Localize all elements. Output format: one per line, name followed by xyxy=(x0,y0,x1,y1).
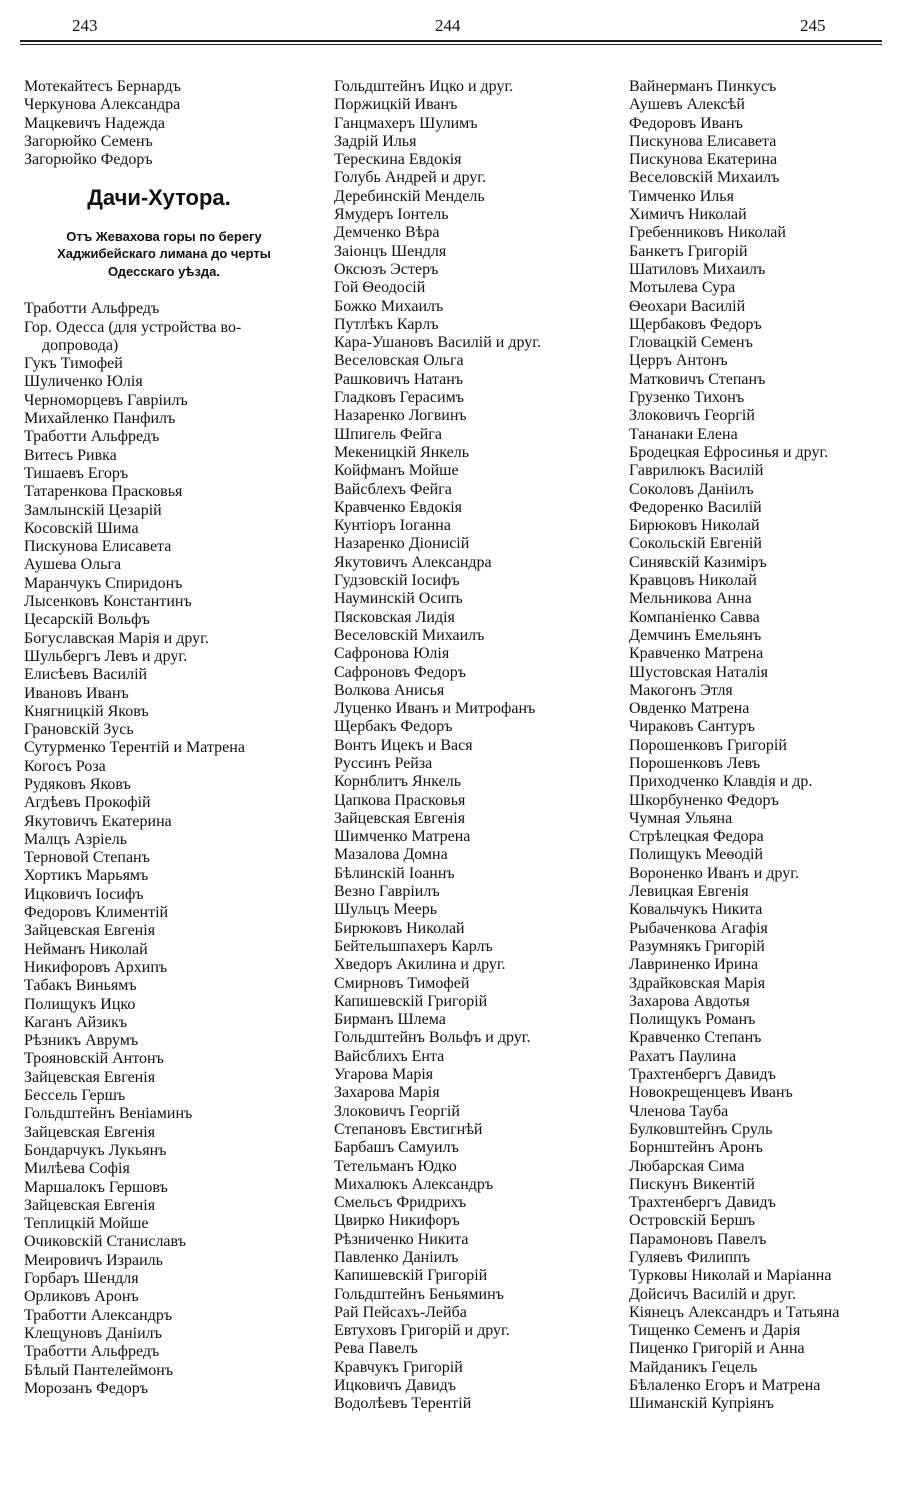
list-entry: Борнштейнъ Аронъ xyxy=(629,1139,763,1157)
list-entry: Везно Гавріилъ xyxy=(334,883,440,901)
list-entry: Загорюйко Семенъ xyxy=(24,132,153,150)
list-entry: Макогонъ Этля xyxy=(629,681,733,699)
list-entry: Бѣлинскій Іоаннъ xyxy=(334,864,455,882)
list-entry: Шкорбуненко Федоръ xyxy=(629,791,779,809)
list-entry: Компаніенко Савва xyxy=(629,608,760,626)
list-entry: Мотылева Сура xyxy=(629,279,736,297)
list-entry: Бирманъ Шлема xyxy=(334,1011,446,1029)
list-entry: Грановскій Зусь xyxy=(24,721,134,739)
list-entry: Кравченко Матрена xyxy=(629,645,764,663)
list-entry: Науминскій Осипъ xyxy=(334,590,463,608)
list-entry: Табакъ Виньямъ xyxy=(24,977,137,995)
list-entry: Тработти Альфредъ xyxy=(24,1343,160,1361)
list-entry: Смирновъ Тимофей xyxy=(334,974,470,992)
list-entry: Никифоровъ Архипъ xyxy=(24,958,168,976)
list-entry: Островскій Бершъ xyxy=(629,1212,756,1230)
list-entry: Путлѣкъ Карлъ xyxy=(334,315,439,333)
list-entry: Пискунова Елисавета xyxy=(629,132,777,150)
list-entry: Пискунъ Викентій xyxy=(629,1175,755,1193)
list-entry: Гаврилюкъ Василій xyxy=(629,462,764,480)
section-subtitle-line: Хаджибейскаго лимана до черты xyxy=(57,246,271,262)
list-entry: Ковальчукъ Никита xyxy=(629,901,763,919)
list-entry: Федоровъ Климентій xyxy=(24,904,169,922)
list-entry: Поржицкій Иванъ xyxy=(334,96,458,114)
list-entry: Трояновскій Антонъ xyxy=(24,1050,164,1068)
list-entry: Ѳеохари Василій xyxy=(629,297,746,315)
list-entry: Хведоръ Акилина и друг. xyxy=(334,956,506,974)
list-entry: Евтуховъ Григорій и друг. xyxy=(334,1322,510,1340)
list-entry: Полищукъ Романъ xyxy=(629,1011,756,1029)
page-number-right: 245 xyxy=(800,16,826,35)
list-entry: Вайсблехъ Фейга xyxy=(334,480,452,498)
list-entry: Бондарчукъ Лукьянъ xyxy=(24,1141,167,1159)
list-entry: Тетельманъ Юдко xyxy=(334,1157,457,1175)
list-entry: Кравцовъ Николай xyxy=(629,572,757,590)
list-entry: Кравченко Степанъ xyxy=(629,1029,762,1047)
list-entry: Богуславская Марія и друг. xyxy=(24,629,209,647)
list-entry: Тработти Альфредъ xyxy=(24,300,160,318)
list-entry: Чумная Ульяна xyxy=(629,809,733,827)
list-entry: Сафроновъ Федоръ xyxy=(334,663,467,681)
list-entry: Божко Михаилъ xyxy=(334,297,444,315)
list-entry: Цвирко Никифоръ xyxy=(334,1212,460,1230)
list-entry: Кіянецъ Александръ и Татьяна xyxy=(629,1303,840,1321)
list-entry: Цесарскій Вольфъ xyxy=(24,611,150,629)
list-entry: Соколовъ Даніилъ xyxy=(629,480,754,498)
list-entry: Вайнерманъ Пинкусъ xyxy=(629,78,777,95)
list-entry: Синявскій Казиміръ xyxy=(629,553,767,571)
list-entry: Зайцевская Евгенія xyxy=(24,1068,156,1086)
list-entry: Аушева Ольга xyxy=(24,556,122,574)
list-entry: Витесъ Ривка xyxy=(24,446,117,464)
list-entry: Зайцевская Евгенія xyxy=(24,1123,156,1141)
list-entry: Мацкевичъ Надежда xyxy=(24,114,165,132)
list-entry: Агдѣевъ Прокофій xyxy=(24,794,151,812)
list-entry: Княгницкій Яковъ xyxy=(24,702,149,720)
list-entry: Сафронова Юлія xyxy=(334,645,450,663)
list-entry: Дойсичъ Василій и друг. xyxy=(629,1285,797,1303)
list-entry: Заіонцъ Шендля xyxy=(334,242,447,260)
list-entry: Пясковская Лидія xyxy=(334,608,455,626)
list-entry: Гольдштейнъ Беньяминъ xyxy=(334,1285,504,1303)
list-entry: Любарская Сима xyxy=(629,1157,745,1175)
list-entry: Ицковичъ Давидъ xyxy=(334,1377,457,1395)
list-entry: Нейманъ Николай xyxy=(24,940,148,958)
list-entry: Веселовская Ольга xyxy=(334,352,464,370)
list-entry: Захарова Марія xyxy=(334,1084,440,1102)
list-entry: Матковичъ Степанъ xyxy=(629,370,766,388)
list-entry: Здрайковская Марія xyxy=(629,974,766,992)
list-entry: Койфманъ Мойше xyxy=(334,462,459,480)
list-entry: Щербакъ Федоръ xyxy=(334,718,453,736)
column-1-top-list xyxy=(24,78,309,169)
section-title: Дачи-Хутора. xyxy=(87,185,231,211)
list-entry: Новокрещенцевъ Иванъ xyxy=(629,1084,793,1102)
column-3-list xyxy=(615,78,900,1414)
list-entry: Мельникова Анна xyxy=(629,590,752,608)
list-entry: Ганцмахеръ Шулимъ xyxy=(334,114,478,132)
list-entry: Приходченко Клавдія и др. xyxy=(629,773,813,791)
list-entry: Порошенковъ Левъ xyxy=(629,754,761,772)
list-entry: Зайцевская Евгенія xyxy=(334,809,466,827)
list-entry: Сокольскій Евгеній xyxy=(629,535,762,553)
list-entry: Капишевскій Григорій xyxy=(334,1267,488,1285)
list-entry: Назаренко Діонисій xyxy=(334,535,470,553)
list-entry: Хортикъ Марьямъ xyxy=(24,867,149,885)
list-entry: Очиковскій Станиславъ xyxy=(24,1233,186,1251)
list-entry: Веселовскій Михаилъ xyxy=(629,169,780,187)
list-entry: Рашковичъ Натанъ xyxy=(334,370,464,388)
list-entry: Шпигель Фейга xyxy=(334,425,442,443)
list-entry: Павленко Даніилъ xyxy=(334,1249,459,1266)
section-subtitle xyxy=(24,228,304,281)
list-entry: Оксюзъ Эстеръ xyxy=(334,260,439,278)
list-entry: Якутовичъ Александра xyxy=(334,553,492,571)
list-entry: Рахатъ Паулина xyxy=(629,1047,737,1065)
list-entry: Бирюковъ Николай xyxy=(334,919,465,937)
column-1-list xyxy=(24,300,309,1398)
list-entry: Щербаковъ Федоръ xyxy=(629,315,762,333)
list-entry: Гор. Одесса (для устройства во- xyxy=(24,318,242,336)
list-entry: Деребинскій Мендель xyxy=(334,187,485,205)
list-entry: Терновой Степанъ xyxy=(24,849,150,867)
list-entry: Федоровъ Иванъ xyxy=(629,114,743,132)
list-entry: Рева Павелъ xyxy=(334,1340,418,1358)
list-entry: Шуличенко Юлія xyxy=(24,373,143,391)
list-entry: Рудяковъ Яковъ xyxy=(24,776,131,793)
list-entry: Федоренко Василій xyxy=(629,498,762,516)
list-entry: Церръ Антонъ xyxy=(629,352,728,370)
list-entry: Шатиловъ Михаилъ xyxy=(629,260,766,278)
column-3 xyxy=(615,78,900,1414)
list-entry: Задрій Илья xyxy=(334,132,417,150)
list-entry: Михайленко Панфилъ xyxy=(24,410,176,428)
list-entry: Лысенковъ Константинъ xyxy=(24,593,192,611)
list-entry: Веселовскій Михаилъ xyxy=(334,626,485,644)
header-rule xyxy=(20,40,882,45)
list-entry: Зайцевская Евгенія xyxy=(24,922,156,940)
list-entry: Барбашъ Самуилъ xyxy=(334,1139,459,1157)
list-entry: Морозанъ Федоръ xyxy=(24,1379,149,1397)
list-entry: Якутовичъ Екатерина xyxy=(24,812,172,830)
list-entry: Рѣзниченко Никита xyxy=(334,1230,469,1248)
list-entry: Бирюковъ Николай xyxy=(629,517,760,535)
list-entry: Угарова Марія xyxy=(334,1066,434,1084)
list-entry: Когосъ Роза xyxy=(24,757,106,775)
list-entry: Грузенко Тихонъ xyxy=(629,389,745,407)
list-entry: Кара-Ушановъ Василій и друг. xyxy=(334,334,542,352)
list-entry: Гловацкій Семенъ xyxy=(629,334,753,352)
list-entry: Шульцъ Меерь xyxy=(334,901,438,919)
list-entry: Тработти Александръ xyxy=(24,1306,173,1324)
list-entry: Чираковъ Сантуръ xyxy=(629,718,755,736)
list-entry: Вонтъ Ицекъ и Вася xyxy=(334,736,473,754)
list-entry: Зайцевская Евгенія xyxy=(24,1196,156,1214)
list-entry: Шимченко Матрена xyxy=(334,828,471,846)
list-entry: Милѣева Софія xyxy=(24,1160,130,1178)
list-entry: Назаренко Логвинъ xyxy=(334,407,467,425)
list-entry: Татаренкова Прасковья xyxy=(24,483,183,501)
list-entry: Шиманскій Купріянъ xyxy=(629,1395,774,1413)
list-entry: Терескина Евдокія xyxy=(334,151,462,169)
list-entry: Гребенниковъ Николай xyxy=(629,224,786,242)
list-entry: Тработти Альфредъ xyxy=(24,428,160,446)
list-entry: Гой Ѳеодосій xyxy=(334,279,426,297)
list-entry: Рай Пейсахъ-Лейба xyxy=(334,1303,467,1321)
list-entry: Кунтіоръ Іоганна xyxy=(334,517,451,535)
list-entry: Тимченко Илья xyxy=(629,187,734,205)
list-entry: Лавриненко Ирина xyxy=(629,956,759,974)
list-entry: Разумнякъ Григорій xyxy=(629,937,765,955)
list-entry: Овденко Матрена xyxy=(629,700,750,718)
list-entry: Вайсблихъ Ента xyxy=(334,1047,445,1065)
list-entry: Аушевъ Алексѣй xyxy=(629,96,745,114)
list-entry: Бессель Гершъ xyxy=(24,1087,126,1105)
list-entry: Шустовская Наталія xyxy=(629,663,769,681)
list-entry: Ямудеръ Іонтель xyxy=(334,206,449,224)
list-entry: Волкова Анисья xyxy=(334,681,445,699)
list-entry: Маранчукъ Спиридонъ xyxy=(24,574,183,592)
list-entry: Елисѣевъ Василій xyxy=(24,666,148,684)
list-entry: Парамоновъ Павелъ xyxy=(629,1230,767,1248)
list-entry: Пискунова Екатерина xyxy=(629,151,778,169)
list-entry: Злоковичъ Георгій xyxy=(629,407,755,425)
list-entry: Тищенко Семенъ и Дарія xyxy=(629,1322,801,1340)
list-entry: Полищукъ Меѳодій xyxy=(629,846,764,864)
list-entry: Каганъ Айзикъ xyxy=(24,1013,128,1031)
list-entry: Гольдштейнъ Вольфъ и друг. xyxy=(334,1029,531,1047)
list-entry: Теплицкій Мойше xyxy=(24,1215,149,1233)
list-entry: Руссинъ Рейза xyxy=(334,754,433,772)
page-number-center: 244 xyxy=(435,16,461,35)
list-entry: Бродецкая Ефросинья и друг. xyxy=(629,443,829,461)
list-entry-continuation: допровода) xyxy=(42,336,119,354)
list-entry: Горбаръ Шендля xyxy=(24,1270,139,1288)
list-entry: Малцъ Азріель xyxy=(24,830,127,848)
list-entry: Смельсъ Фридрихъ xyxy=(334,1194,467,1212)
list-entry: Капишевскій Григорій xyxy=(334,992,488,1010)
list-entry: Цапкова Прасковья xyxy=(334,791,466,809)
list-entry: Вороненко Иванъ и друг. xyxy=(629,864,799,882)
list-entry: Членова Тауба xyxy=(629,1102,729,1120)
list-entry: Гольдштейнъ Ицко и друг. xyxy=(334,78,514,95)
list-entry: Химичъ Николай xyxy=(629,206,747,224)
list-entry: Захарова Авдотья xyxy=(629,992,750,1010)
column-2-list xyxy=(320,78,605,1414)
list-entry: Замлынскій Цезарій xyxy=(24,501,162,519)
list-entry: Полищукъ Ицко xyxy=(24,995,136,1013)
list-entry: Тананаки Елена xyxy=(629,425,738,443)
list-entry: Голубь Андрей и друг. xyxy=(334,169,487,187)
list-entry: Бейтельшпахеръ Карлъ xyxy=(334,937,493,955)
section-subtitle-line: Одесскаго уѣзда. xyxy=(107,263,220,279)
list-entry: Михалюкъ Александръ xyxy=(334,1175,494,1193)
list-entry: Демчинъ Емельянъ xyxy=(629,626,762,644)
list-entry: Трахтенбергъ Давидъ xyxy=(629,1194,776,1212)
list-entry: Черноморцевъ Гавріилъ xyxy=(24,391,188,409)
list-entry: Бѣлый Пантелеймонъ xyxy=(24,1361,174,1379)
list-entry: Меировичъ Израиль xyxy=(24,1251,163,1269)
section-subtitle-line: Отъ Жевахова горы по берегу xyxy=(66,228,262,244)
list-entry: Водолѣевъ Терентій xyxy=(334,1395,472,1413)
list-entry: Булковштейнъ Сруль xyxy=(629,1120,773,1138)
list-entry: Гуляевъ Филиппъ xyxy=(629,1249,750,1266)
list-entry: Маршалокъ Гершовъ xyxy=(24,1178,168,1196)
list-entry: Демченко Вѣра xyxy=(334,224,440,242)
column-2 xyxy=(320,78,605,1414)
list-entry: Сутурменко Терентій и Матрена xyxy=(24,739,245,757)
list-entry: Кравченко Евдокія xyxy=(334,498,463,516)
list-entry: Трахтенбергъ Давидъ xyxy=(629,1066,776,1084)
page-number-left: 243 xyxy=(72,16,98,35)
list-entry: Майданикъ Гецель xyxy=(629,1358,758,1376)
list-entry: Орликовъ Аронъ xyxy=(24,1288,139,1306)
list-entry: Загорюйко Федоръ xyxy=(24,151,153,169)
list-entry: Мотекайтесъ Бернардъ xyxy=(24,78,181,95)
list-entry: Левицкая Евгенія xyxy=(629,883,749,901)
list-entry: Косовскій Шима xyxy=(24,519,139,537)
list-entry: Кравчукъ Григорій xyxy=(334,1358,463,1376)
list-entry: Рыбаченкова Агафія xyxy=(629,919,768,937)
list-entry: Луценко Иванъ и Митрофанъ xyxy=(334,700,536,718)
list-entry: Тишаевъ Егоръ xyxy=(24,464,129,482)
list-entry: Гукъ Тимофей xyxy=(24,355,123,373)
list-entry: Корнблитъ Янкель xyxy=(334,773,461,791)
list-entry: Рѣзникъ Аврумъ xyxy=(24,1032,139,1050)
list-entry: Пискунова Елисавета xyxy=(24,538,172,556)
list-entry: Пиценко Григорій и Анна xyxy=(629,1340,805,1358)
list-entry: Ицковичъ Іосифъ xyxy=(24,885,144,903)
list-entry: Шульбергъ Левъ и друг. xyxy=(24,647,188,665)
list-entry: Порошенковъ Григорій xyxy=(629,736,787,754)
list-entry: Злоковичъ Георгій xyxy=(334,1102,460,1120)
list-entry: Гладковъ Герасимъ xyxy=(334,389,464,407)
list-entry: Турковы Николай и Маріанна xyxy=(629,1267,832,1285)
list-entry: Степановъ Евстигнѣй xyxy=(334,1120,483,1138)
column-1 xyxy=(24,78,309,1398)
list-entry: Стрѣлецкая Федора xyxy=(629,828,764,846)
list-entry: Клещуновъ Даніилъ xyxy=(24,1324,162,1342)
page-header xyxy=(0,16,900,42)
list-entry: Черкунова Александра xyxy=(24,96,181,114)
list-entry: Мазалова Домна xyxy=(334,846,448,864)
list-entry: Бѣлаленко Егоръ и Матрена xyxy=(629,1377,821,1395)
list-entry: Банкетъ Григорій xyxy=(629,242,748,260)
list-entry: Гольдштейнъ Веніаминъ xyxy=(24,1105,193,1123)
list-entry: Гудзовскій Іосифъ xyxy=(334,572,460,590)
list-entry: Мекеницкій Янкель xyxy=(334,443,470,461)
list-entry: Ивановъ Иванъ xyxy=(24,684,129,702)
